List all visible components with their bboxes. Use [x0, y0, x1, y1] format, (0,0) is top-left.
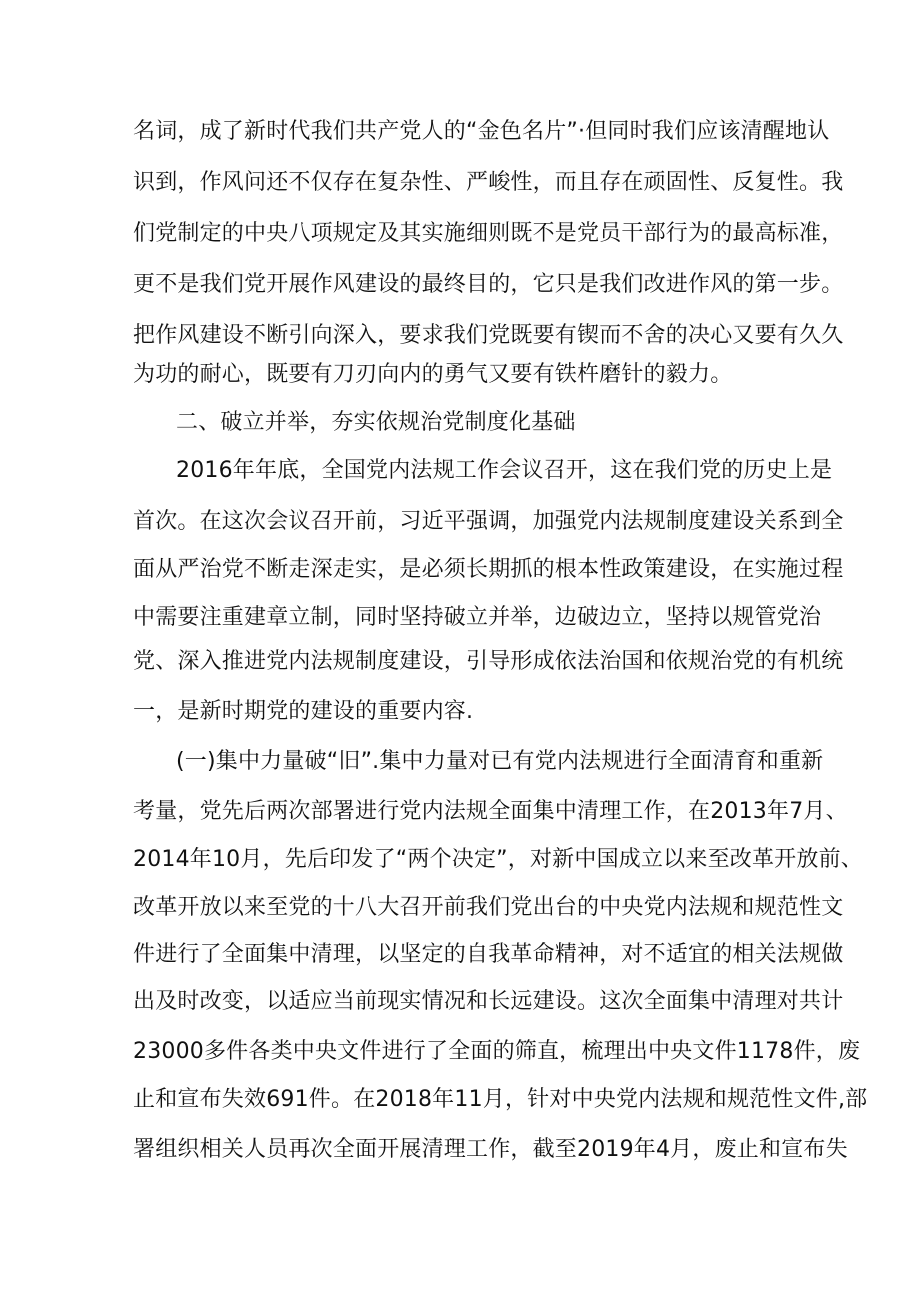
subsection-paragraph-line: (一)集中力量破“旧”.集中力量对已有党内法规进行全面清育和重新 — [176, 749, 824, 774]
body-text-line: 出及时改变，以适应当前现实情况和长远建设。这次全面集中清理对共计 — [133, 989, 844, 1014]
body-text-line: 2014年10月，先后印发了“两个决定”，对新中国成立以来至改革开放前、 — [133, 847, 863, 872]
body-text-line: 把作风建设不断引向深入，要求我们党既要有锲而不舍的决心又要有久久 — [133, 323, 844, 348]
body-text-line: 党、深入推进党内法规制度建设，引导形成依法治国和依规治党的有机统 — [133, 649, 844, 674]
body-text-line: 一，是新时期党的建设的重要内容. — [133, 699, 474, 724]
section-heading: 二、破立并举，夯实依规治党制度化基础 — [176, 410, 576, 435]
body-text-line: 面从严治党不断走深走实，是必须长期抓的根本性政策建设，在实施过程 — [133, 557, 844, 582]
body-text-line: 件进行了全面集中清理，以坚定的自我革命精神，对不适宜的相关法规做 — [133, 942, 844, 967]
body-text-line: 更不是我们党开展作风建设的最终目的，它只是我们改进作风的第一步。 — [133, 272, 844, 297]
body-text-line: 中需要注重建章立制，同时坚持破立并举，边破边立，坚持以规管党治 — [133, 605, 822, 630]
body-text-line: 署组织相关人员再次全面开展清理工作，截至2019年4月，废止和宣布失 — [133, 1137, 848, 1162]
body-text-line: 止和宣布失效691件。在2018年11月，针对中央党内法规和规范性文件,部 — [133, 1087, 868, 1112]
body-text-line: 为功的耐心，既要有刀刃向内的勇气又要有铁杵磨针的毅力。 — [133, 362, 733, 387]
body-text-line: 23000多件各类中央文件进行了全面的筛直，梳理出中央文件1178件，废 — [133, 1039, 861, 1064]
body-text-line: 改革开放以来至党的十八大召开前我们党出台的中央党内法规和规范性文 — [133, 895, 844, 920]
body-text-line: 首次。在这次会议召开前，习近平强调，加强党内法规制度建设关系到全 — [133, 509, 844, 534]
body-text-line: 们党制定的中央八项规定及其实施细则既不是党员干部行为的最高标准， — [133, 221, 844, 246]
body-text-line: 2016年年底，全国党内法规工作会议召开，这在我们党的历史上是 — [176, 458, 833, 483]
body-text-line: 名词，成了新时代我们共产党人的“金色名片”·但同时我们应该清醒地认 — [133, 119, 830, 144]
body-text-line: 识到，作风问还不仅存在复杂性、严峻性，而且存在顽固性、反复性。我 — [133, 170, 844, 195]
body-text-line: 考量，党先后两次部署进行党内法规全面集中清理工作，在2013年7月、 — [133, 799, 848, 824]
